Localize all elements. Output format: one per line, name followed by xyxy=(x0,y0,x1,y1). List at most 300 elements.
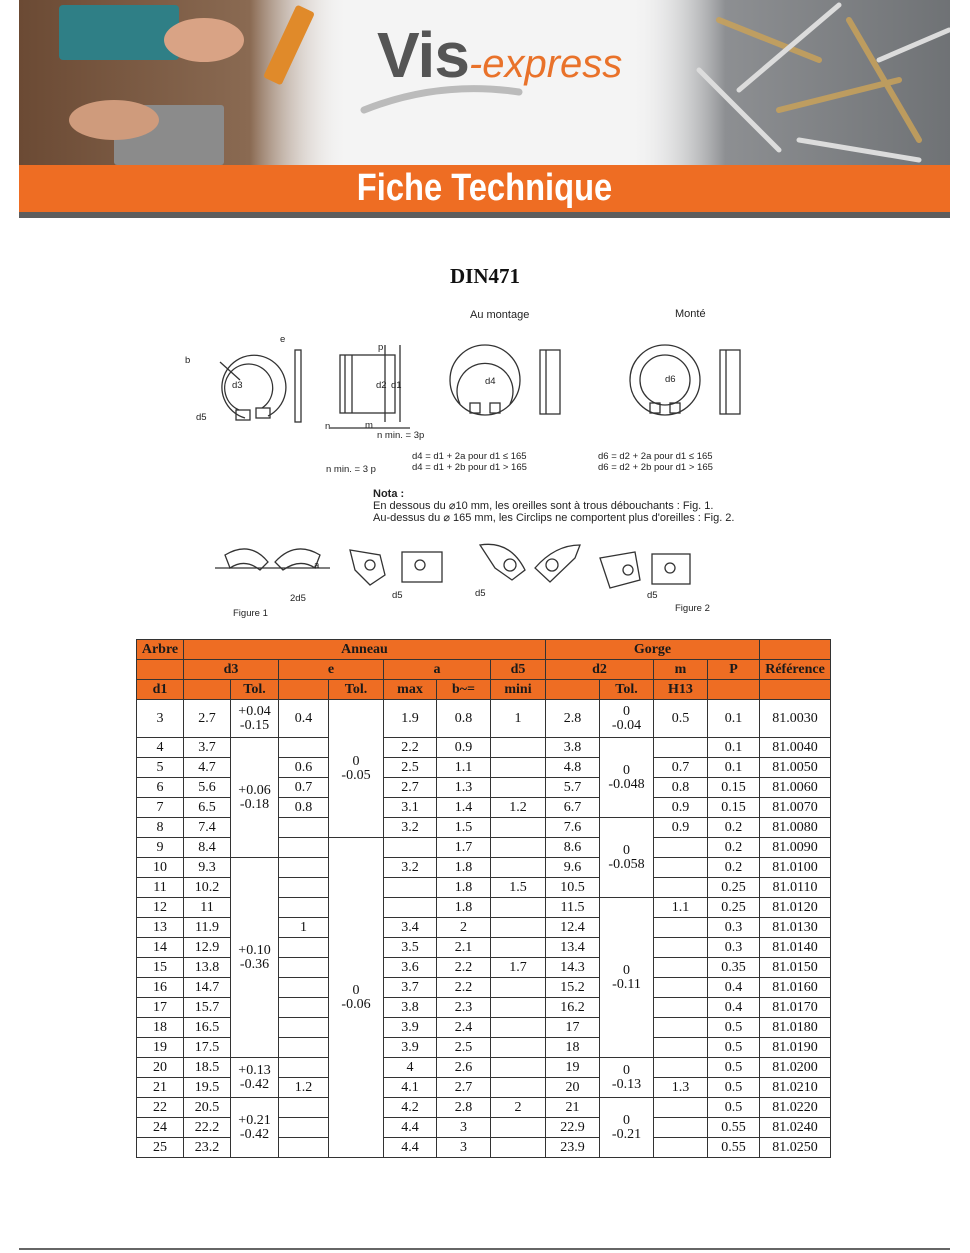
cell-a: 3.9 xyxy=(384,1018,437,1038)
cell-d5 xyxy=(491,1078,546,1098)
cell-e xyxy=(279,1018,329,1038)
cell-tol-d2-plus: 0 xyxy=(623,962,630,978)
cell-d3: 22.2 xyxy=(184,1118,231,1138)
cell-d2: 21 xyxy=(546,1098,600,1118)
cell-d5 xyxy=(491,778,546,798)
cell-m: 0.9 xyxy=(654,798,708,818)
cell-d3: 14.7 xyxy=(184,978,231,998)
cell-d3: 23.2 xyxy=(184,1138,231,1158)
cell-tol-d3 xyxy=(231,738,279,858)
cell-d1: 13 xyxy=(137,918,184,938)
dim-d3: d3 xyxy=(232,380,243,391)
cell-ref: 81.0060 xyxy=(760,778,831,798)
cell-m xyxy=(654,938,708,958)
cell-d2: 18 xyxy=(546,1038,600,1058)
cell-b: 1.4 xyxy=(437,798,491,818)
cell-b: 2.3 xyxy=(437,998,491,1018)
cell-d2: 10.5 xyxy=(546,878,600,898)
cell-tol-d2 xyxy=(600,818,654,898)
cell-b: 0.9 xyxy=(437,738,491,758)
cell-d5: 1.7 xyxy=(491,958,546,978)
cell-tol-d3-plus: +0.10 xyxy=(238,942,271,958)
cell-d2: 20 xyxy=(546,1078,600,1098)
cell-m xyxy=(654,998,708,1018)
formula-d4-2: d4 = d1 + 2b pour d1 > 165 xyxy=(412,462,527,473)
cell-ref: 81.0120 xyxy=(760,898,831,918)
cell-a: 4.1 xyxy=(384,1078,437,1098)
cell-b: 0.8 xyxy=(437,700,491,738)
cell-d5 xyxy=(491,818,546,838)
cell-d1: 12 xyxy=(137,898,184,918)
cell-d2: 4.8 xyxy=(546,758,600,778)
cell-tol-d2 xyxy=(600,1058,654,1098)
cell-d1: 6 xyxy=(137,778,184,798)
cell-ref: 81.0160 xyxy=(760,978,831,998)
cell-m xyxy=(654,958,708,978)
cell-ref: 81.0050 xyxy=(760,758,831,778)
cell-d2: 11.5 xyxy=(546,898,600,918)
cell-d2: 7.6 xyxy=(546,818,600,838)
header-m: m xyxy=(654,660,708,680)
header-blank xyxy=(760,640,831,660)
cell-b: 1.8 xyxy=(437,858,491,878)
cell-tol-d3 xyxy=(231,858,279,1058)
cell-d5 xyxy=(491,738,546,758)
cell-d3: 6.5 xyxy=(184,798,231,818)
cell-d5 xyxy=(491,998,546,1018)
cell-e xyxy=(279,1138,329,1158)
cell-d3: 3.7 xyxy=(184,738,231,758)
cell-p: 0.35 xyxy=(708,958,760,978)
cell-m xyxy=(654,1018,708,1038)
cell-d5 xyxy=(491,758,546,778)
cell-tol-d2-plus: 0 xyxy=(623,1062,630,1078)
cell-a: 4 xyxy=(384,1058,437,1078)
cell-a: 2.5 xyxy=(384,758,437,778)
cell-b: 2.2 xyxy=(437,978,491,998)
cell-d1: 10 xyxy=(137,858,184,878)
cell-tol-d2-minus: -0.04 xyxy=(611,717,642,733)
cell-tol-d2 xyxy=(600,738,654,818)
cell-a: 3.9 xyxy=(384,1038,437,1058)
dim-a-fig1: a xyxy=(314,560,320,571)
table-row xyxy=(137,700,831,738)
header-anneau: Anneau xyxy=(184,640,546,660)
cell-a xyxy=(384,898,437,918)
cell-b: 2.7 xyxy=(437,1078,491,1098)
cell-d3: 18.5 xyxy=(184,1058,231,1078)
cell-d3: 20.5 xyxy=(184,1098,231,1118)
cell-b: 1.3 xyxy=(437,778,491,798)
cell-ref: 81.0140 xyxy=(760,938,831,958)
cell-d2: 22.9 xyxy=(546,1118,600,1138)
cell-tol-d2 xyxy=(600,898,654,1058)
cell-b: 1.8 xyxy=(437,878,491,898)
cell-a: 3.1 xyxy=(384,798,437,818)
cell-d1: 4 xyxy=(137,738,184,758)
cell-d1: 24 xyxy=(137,1118,184,1138)
cell-d1: 19 xyxy=(137,1038,184,1058)
cell-d5: 1 xyxy=(491,700,546,738)
header-blank-2 xyxy=(137,660,184,680)
cell-p: 0.55 xyxy=(708,1138,760,1158)
vis-express-logo xyxy=(377,18,622,92)
header-blank-3 xyxy=(184,680,231,700)
header-h13: H13 xyxy=(654,680,708,700)
cell-d5 xyxy=(491,978,546,998)
cell-p: 0.1 xyxy=(708,700,760,738)
cell-e xyxy=(279,1038,329,1058)
cell-d3: 9.3 xyxy=(184,858,231,878)
n-min-rule-2: n min. = 3 p xyxy=(326,464,376,475)
dim-n: n xyxy=(325,421,331,432)
header-banner xyxy=(19,0,950,165)
dim-d5-fig1b: d5 xyxy=(392,590,403,601)
cell-m xyxy=(654,878,708,898)
cell-e xyxy=(279,738,329,758)
cell-d3: 12.9 xyxy=(184,938,231,958)
dim-d1: d1 xyxy=(391,380,402,391)
cell-a: 3.5 xyxy=(384,938,437,958)
cell-d3: 15.7 xyxy=(184,998,231,1018)
dim-b: b xyxy=(185,355,191,366)
cell-ref: 81.0210 xyxy=(760,1078,831,1098)
cell-d2: 14.3 xyxy=(546,958,600,978)
cell-e xyxy=(279,938,329,958)
cell-m: 0.5 xyxy=(654,700,708,738)
cell-e: 0.7 xyxy=(279,778,329,798)
cell-d2: 3.8 xyxy=(546,738,600,758)
cell-e xyxy=(279,1098,329,1118)
cell-tol-d3 xyxy=(231,1058,279,1098)
cell-d1: 16 xyxy=(137,978,184,998)
cell-m xyxy=(654,1058,708,1078)
cell-a xyxy=(384,878,437,898)
header-blank-4 xyxy=(279,680,329,700)
cell-ref: 81.0040 xyxy=(760,738,831,758)
cell-p: 0.2 xyxy=(708,858,760,878)
cell-ref: 81.0130 xyxy=(760,918,831,938)
cell-tol-d3-minus: -0.18 xyxy=(239,796,270,812)
cell-e xyxy=(279,878,329,898)
cell-tol-e-minus: -0.06 xyxy=(341,996,371,1012)
fiche-technique-bar xyxy=(19,165,950,212)
cell-d1: 8 xyxy=(137,818,184,838)
header-b: b~= xyxy=(437,680,491,700)
cell-d2: 16.2 xyxy=(546,998,600,1018)
table-row xyxy=(137,1058,831,1078)
cell-b: 1.1 xyxy=(437,758,491,778)
cell-ref: 81.0200 xyxy=(760,1058,831,1078)
label-au-montage: Au montage xyxy=(470,309,530,321)
cell-a: 3.7 xyxy=(384,978,437,998)
cell-d1: 21 xyxy=(137,1078,184,1098)
cell-tol-d3-plus: +0.13 xyxy=(238,1062,271,1078)
n-min-rule: n min. = 3p xyxy=(377,430,425,441)
cell-e xyxy=(279,898,329,918)
cell-tol-d3 xyxy=(231,1098,279,1158)
header-arbre: Arbre xyxy=(137,640,184,660)
cell-m xyxy=(654,1138,708,1158)
header-d2: d2 xyxy=(546,660,654,680)
header-tol-d2: Tol. xyxy=(600,680,654,700)
cell-ref: 81.0090 xyxy=(760,838,831,858)
cell-d3: 10.2 xyxy=(184,878,231,898)
cell-tol-e-plus: 0 xyxy=(352,753,360,769)
cell-p: 0.3 xyxy=(708,918,760,938)
cell-d3: 8.4 xyxy=(184,838,231,858)
cell-b: 1.7 xyxy=(437,838,491,858)
cell-d2: 5.7 xyxy=(546,778,600,798)
table-row xyxy=(137,858,831,878)
cell-e xyxy=(279,818,329,838)
cell-tol-d2-plus: 0 xyxy=(623,842,630,858)
cell-ref: 81.0250 xyxy=(760,1138,831,1158)
dim-d5-fig2: d5 xyxy=(475,588,486,599)
din471-spec-table xyxy=(136,639,831,1158)
header-max: max xyxy=(384,680,437,700)
cell-ref: 81.0180 xyxy=(760,1018,831,1038)
cell-e: 0.4 xyxy=(279,700,329,738)
dim-p: p xyxy=(378,342,384,353)
cell-ref: 81.0190 xyxy=(760,1038,831,1058)
dim-e: e xyxy=(280,334,286,345)
cell-a: 4.2 xyxy=(384,1098,437,1118)
header-d3: d3 xyxy=(184,660,279,680)
cell-m xyxy=(654,858,708,878)
cell-a: 3.8 xyxy=(384,998,437,1018)
table-row xyxy=(137,738,831,758)
cell-d3: 5.6 xyxy=(184,778,231,798)
cell-d5 xyxy=(491,1118,546,1138)
cell-b: 1.5 xyxy=(437,818,491,838)
cell-b: 2.5 xyxy=(437,1038,491,1058)
cell-d3: 4.7 xyxy=(184,758,231,778)
cell-d2: 2.8 xyxy=(546,700,600,738)
cell-p: 0.5 xyxy=(708,1018,760,1038)
cell-d3: 16.5 xyxy=(184,1018,231,1038)
cell-p: 0.4 xyxy=(708,998,760,1018)
cell-p: 0.1 xyxy=(708,758,760,778)
header-tol-e: Tol. xyxy=(329,680,384,700)
figure-2-label: Figure 2 xyxy=(675,603,710,614)
header-p: P xyxy=(708,660,760,680)
cell-d2: 8.6 xyxy=(546,838,600,858)
cell-m: 0.9 xyxy=(654,818,708,838)
cell-d3: 11 xyxy=(184,898,231,918)
cell-d3: 7.4 xyxy=(184,818,231,838)
cell-b: 3 xyxy=(437,1118,491,1138)
header-mini: mini xyxy=(491,680,546,700)
dim-d6: d6 xyxy=(665,374,676,385)
cell-d5: 1.5 xyxy=(491,878,546,898)
cell-e: 1 xyxy=(279,918,329,938)
cell-p: 0.1 xyxy=(708,738,760,758)
cell-d1: 25 xyxy=(137,1138,184,1158)
cell-d2: 15.2 xyxy=(546,978,600,998)
cell-tol-d2-plus: 0 xyxy=(623,1112,630,1128)
cell-m: 1.1 xyxy=(654,898,708,918)
cell-d1: 18 xyxy=(137,1018,184,1038)
banner-divider xyxy=(19,212,950,218)
nota-line-2: Au-dessus du ⌀ 165 mm, les Circlips ne comportent plus d'oreilles : Fig. 2. xyxy=(373,512,735,524)
cell-d5 xyxy=(491,918,546,938)
formula-d4-1: d4 = d1 + 2a pour d1 ≤ 165 xyxy=(412,451,527,462)
cell-ref: 81.0170 xyxy=(760,998,831,1018)
header-blank-7 xyxy=(760,680,831,700)
cell-tol-d3-minus: -0.15 xyxy=(239,717,270,733)
cell-d1: 20 xyxy=(137,1058,184,1078)
cell-b: 1.8 xyxy=(437,898,491,918)
cell-d5 xyxy=(491,1138,546,1158)
cell-e xyxy=(279,858,329,878)
dim-2d5: 2d5 xyxy=(290,593,306,604)
logo-main-text: Vis xyxy=(377,19,469,91)
cell-m: 0.8 xyxy=(654,778,708,798)
cell-ref: 81.0030 xyxy=(760,700,831,738)
cell-a: 2.2 xyxy=(384,738,437,758)
cell-ref: 81.0240 xyxy=(760,1118,831,1138)
cell-e xyxy=(279,998,329,1018)
footer-divider xyxy=(19,1248,950,1250)
cell-d5 xyxy=(491,1058,546,1078)
cell-tol-e xyxy=(329,838,384,1158)
cell-e: 0.8 xyxy=(279,798,329,818)
cell-p: 0.4 xyxy=(708,978,760,998)
cell-d1: 11 xyxy=(137,878,184,898)
cell-d1: 9 xyxy=(137,838,184,858)
cell-b: 2.2 xyxy=(437,958,491,978)
cell-d1: 17 xyxy=(137,998,184,1018)
cell-a xyxy=(384,838,437,858)
cell-b: 2.8 xyxy=(437,1098,491,1118)
cell-e: 1.2 xyxy=(279,1078,329,1098)
cell-d2: 19 xyxy=(546,1058,600,1078)
document-title: DIN471 xyxy=(449,264,520,288)
table-row xyxy=(137,1098,831,1118)
cell-a: 3.2 xyxy=(384,858,437,878)
cell-a: 4.4 xyxy=(384,1118,437,1138)
cell-d1: 7 xyxy=(137,798,184,818)
cell-e xyxy=(279,838,329,858)
cell-d2: 17 xyxy=(546,1018,600,1038)
cell-m xyxy=(654,978,708,998)
cell-p: 0.5 xyxy=(708,1038,760,1058)
cell-d5 xyxy=(491,898,546,918)
cell-p: 0.3 xyxy=(708,938,760,958)
header-d5: d5 xyxy=(491,660,546,680)
cell-e xyxy=(279,1058,329,1078)
cell-d3: 19.5 xyxy=(184,1078,231,1098)
cell-d5: 2 xyxy=(491,1098,546,1118)
dim-d5: d5 xyxy=(196,412,207,423)
cell-p: 0.25 xyxy=(708,898,760,918)
cell-m xyxy=(654,738,708,758)
figure-1-label: Figure 1 xyxy=(233,608,268,619)
cell-d3: 17.5 xyxy=(184,1038,231,1058)
cell-tol-e-plus: 0 xyxy=(352,982,360,998)
cell-ref: 81.0080 xyxy=(760,818,831,838)
cell-a: 1.9 xyxy=(384,700,437,738)
dim-d4: d4 xyxy=(485,376,496,387)
cell-a: 3.6 xyxy=(384,958,437,978)
cell-b: 3 xyxy=(437,1138,491,1158)
cell-p: 0.15 xyxy=(708,778,760,798)
header-reference: Référence xyxy=(760,660,831,680)
cell-d5 xyxy=(491,938,546,958)
cell-ref: 81.0220 xyxy=(760,1098,831,1118)
cell-d5 xyxy=(491,838,546,858)
cell-b: 2 xyxy=(437,918,491,938)
header-e: e xyxy=(279,660,384,680)
cell-d5 xyxy=(491,858,546,878)
cell-m xyxy=(654,1098,708,1118)
formula-d6-1: d6 = d2 + 2a pour d1 ≤ 165 xyxy=(598,451,713,462)
cell-a: 3.4 xyxy=(384,918,437,938)
cell-tol-d2 xyxy=(600,1098,654,1158)
cell-p: 0.2 xyxy=(708,838,760,858)
cell-p: 0.15 xyxy=(708,798,760,818)
formula-d6-2: d6 = d2 + 2b pour d1 > 165 xyxy=(598,462,713,473)
cell-m xyxy=(654,1038,708,1058)
cell-a: 4.4 xyxy=(384,1138,437,1158)
cell-tol-d2-minus: -0.21 xyxy=(611,1126,642,1142)
cell-p: 0.2 xyxy=(708,818,760,838)
cell-d3: 13.8 xyxy=(184,958,231,978)
cell-tol-d2-minus: -0.13 xyxy=(611,1076,642,1092)
cell-tol-d2-plus: 0 xyxy=(623,762,630,778)
cell-e xyxy=(279,1118,329,1138)
cell-d2: 9.6 xyxy=(546,858,600,878)
cell-tol-d2-minus: -0.11 xyxy=(612,976,641,992)
cell-tol-e xyxy=(329,700,384,838)
header-gorge: Gorge xyxy=(546,640,760,660)
header-tol-d3: Tol. xyxy=(231,680,279,700)
cell-d3: 2.7 xyxy=(184,700,231,738)
cell-d3: 11.9 xyxy=(184,918,231,938)
cell-m: 1.3 xyxy=(654,1078,708,1098)
cell-d5 xyxy=(491,1038,546,1058)
cell-tol-d3-plus: +0.06 xyxy=(238,782,271,798)
cell-e xyxy=(279,958,329,978)
dim-m: m xyxy=(365,420,373,431)
header-a: a xyxy=(384,660,491,680)
cell-tol-d2-minus: -0.048 xyxy=(608,776,645,792)
dim-d5-fig2b: d5 xyxy=(647,590,658,601)
cell-tol-d3-plus: +0.04 xyxy=(238,703,271,719)
cell-e: 0.6 xyxy=(279,758,329,778)
cell-d2: 12.4 xyxy=(546,918,600,938)
header-d1: d1 xyxy=(137,680,184,700)
cell-tol-d3 xyxy=(231,700,279,738)
cell-tol-e-minus: -0.05 xyxy=(341,767,371,783)
cell-d1: 5 xyxy=(137,758,184,778)
cell-b: 2.6 xyxy=(437,1058,491,1078)
cell-d1: 14 xyxy=(137,938,184,958)
cell-a: 3.2 xyxy=(384,818,437,838)
cell-tol-d3-minus: -0.42 xyxy=(239,1076,270,1092)
cell-m xyxy=(654,918,708,938)
cell-tol-d3-minus: -0.36 xyxy=(239,956,270,972)
cell-d2: 13.4 xyxy=(546,938,600,958)
cell-p: 0.25 xyxy=(708,878,760,898)
cell-b: 2.1 xyxy=(437,938,491,958)
cell-ref: 81.0110 xyxy=(760,878,831,898)
cell-p: 0.5 xyxy=(708,1098,760,1118)
cell-ref: 81.0100 xyxy=(760,858,831,878)
cell-m xyxy=(654,838,708,858)
cell-tol-d3-minus: -0.42 xyxy=(239,1126,270,1142)
